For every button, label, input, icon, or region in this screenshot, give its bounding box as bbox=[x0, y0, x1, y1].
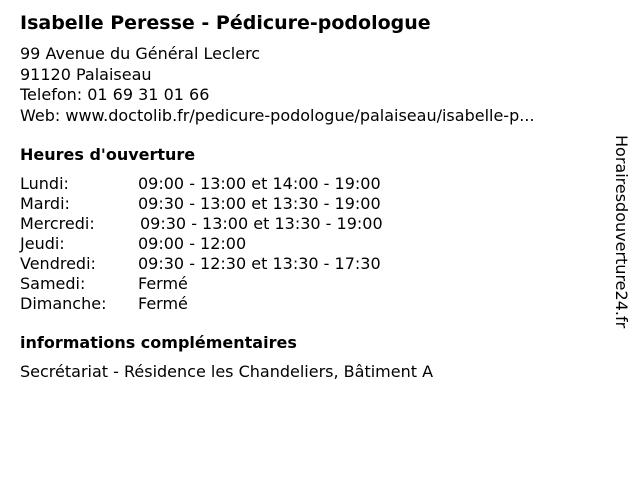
address-city: 91120 Palaiseau bbox=[20, 64, 152, 84]
hours-row-monday bbox=[20, 174, 600, 194]
day-label: Samedi: bbox=[20, 274, 86, 293]
business-card bbox=[20, 10, 600, 382]
time-value: 09:00 - 12:00 bbox=[138, 234, 247, 253]
time-value: 09:30 - 12:30 et 13:30 - 17:30 bbox=[138, 254, 381, 273]
opening-hours-table bbox=[20, 174, 600, 314]
additional-info-text: Secrétariat - Résidence les Chandeliers, Bâtiment A bbox=[20, 362, 434, 381]
day-label: Jeudi: bbox=[20, 234, 65, 253]
hours-row-saturday bbox=[20, 274, 600, 294]
hours-row-sunday bbox=[20, 294, 600, 314]
phone-number[interactable]: Telefon: 01 69 31 01 66 bbox=[20, 85, 210, 104]
time-value: 09:00 - 13:00 et 14:00 - 19:00 bbox=[138, 174, 381, 193]
day-label: Lundi: bbox=[20, 174, 69, 193]
hours-row-wednesday bbox=[20, 214, 600, 234]
additional-info-heading: informations complémentaires bbox=[20, 333, 297, 352]
day-label: Dimanche: bbox=[20, 294, 107, 313]
contact-block bbox=[20, 44, 600, 126]
site-credit-link[interactable]: Horairesdouverture24.fr bbox=[612, 135, 631, 329]
time-value: 09:30 - 13:00 et 13:30 - 19:00 bbox=[138, 194, 381, 213]
time-value: Fermé bbox=[138, 274, 188, 293]
hours-row-tuesday bbox=[20, 194, 600, 214]
day-label: Mardi: bbox=[20, 194, 70, 213]
day-label: Vendredi: bbox=[20, 254, 96, 273]
time-value: 09:30 - 13:00 et 13:30 - 19:00 bbox=[140, 214, 383, 233]
website-link[interactable]: Web: www.doctolib.fr/pedicure-podologue/palaiseau/isabelle-p... bbox=[20, 105, 535, 125]
hours-row-thursday bbox=[20, 234, 600, 254]
day-label: Mercredi: bbox=[20, 214, 95, 233]
opening-hours-heading: Heures d'ouverture bbox=[20, 145, 196, 164]
hours-row-friday bbox=[20, 254, 600, 274]
business-title: Isabelle Peresse - Pédicure-podologue bbox=[20, 12, 431, 34]
address-street: 99 Avenue du Général Leclerc bbox=[20, 44, 261, 63]
time-value: Fermé bbox=[138, 294, 188, 313]
